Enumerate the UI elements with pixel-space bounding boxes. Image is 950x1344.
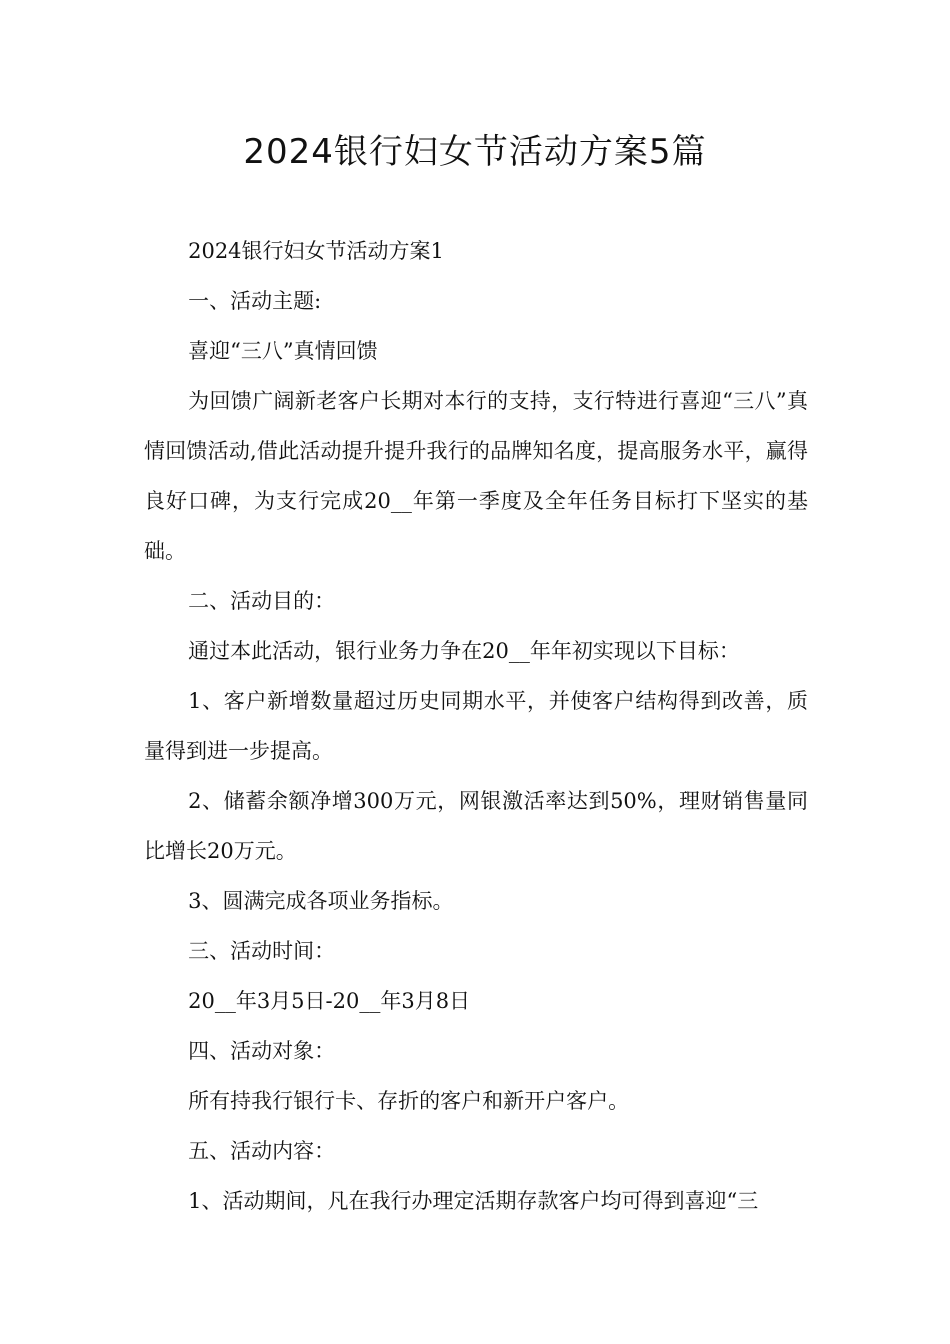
document-title: 2024银行妇女节活动方案5篇 [243, 132, 707, 172]
paragraph-content-1: 1、活动期间，凡在我行办理定活期存款客户均可得到喜迎“三 [188, 1189, 759, 1213]
heading-theme: 一、活动主题: [188, 289, 322, 313]
paragraph-intro: 为回馈广阔新老客户长期对本行的支持，支行特进行喜迎“三八”真情回馈活动,借此活动提升提升我行的品牌知名度，提高服务水平，赢得良好口碑，为支行完成20__年第一季度及全年任务目标打下坚实的基础。 [144, 389, 808, 563]
heading-purpose: 二、活动目的： [188, 589, 336, 613]
paragraph-theme: 喜迎“三八”真情回馈 [188, 339, 378, 363]
heading-content: 五、活动内容： [188, 1139, 336, 1163]
section-heading: 2024银行妇女节活动方案1 [188, 239, 444, 263]
heading-audience: 四、活动对象： [188, 1039, 336, 1063]
paragraph-time: 20__年3月5日-20__年3月8日 [188, 989, 471, 1013]
paragraph-purpose: 通过本此活动，银行业务力争在20__年年初实现以下目标： [188, 639, 740, 663]
document-body [144, 226, 808, 1226]
paragraph-goal-2: 2、储蓄余额净增300万元，网银激活率达到50%，理财销售量同比增长20万元。 [144, 789, 808, 863]
paragraph-goal-3: 3、圆满完成各项业务指标。 [188, 889, 454, 913]
paragraph-audience: 所有持我行银行卡、存折的客户和新开户客户。 [188, 1089, 630, 1113]
paragraph-goal-1: 1、客户新增数量超过历史同期水平，并使客户结构得到改善，质量得到进一步提高。 [144, 689, 808, 763]
heading-time: 三、活动时间： [188, 939, 336, 963]
